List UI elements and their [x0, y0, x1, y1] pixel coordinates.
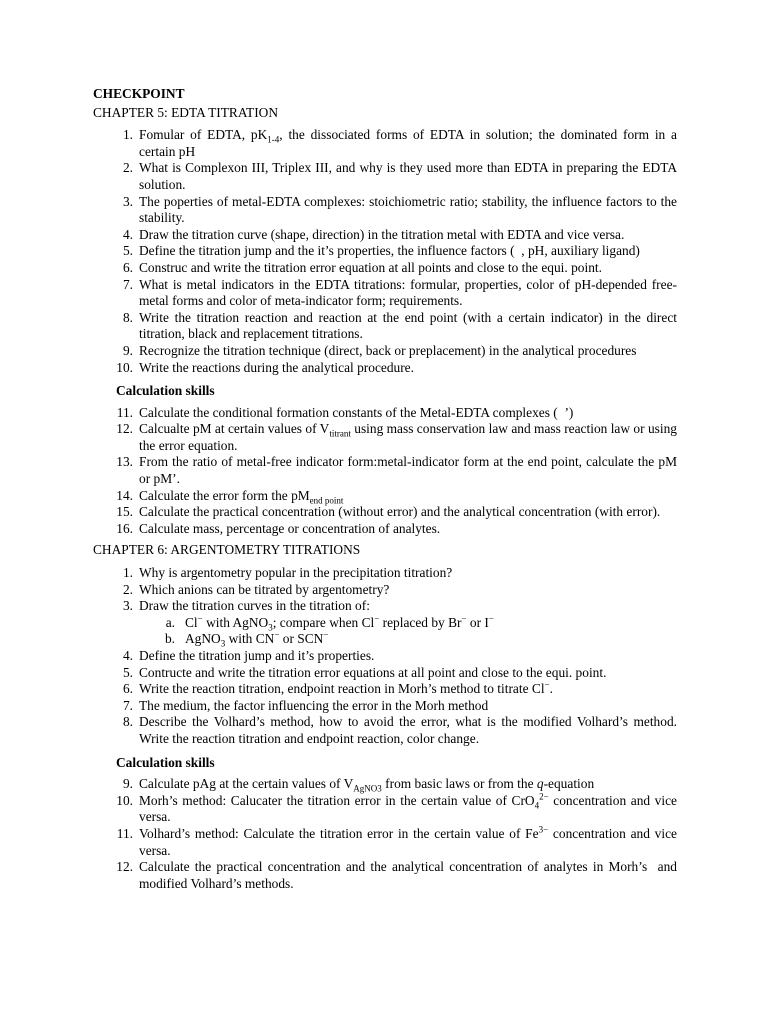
chapter5-list: [93, 127, 677, 376]
list-item: [93, 521, 677, 538]
item-number: 5.: [122, 664, 133, 680]
item-text: Fomular of EDTA, $pK_{1-4}$, the dissociated forms of EDTA in solution; the dominated form in a certain pH: [139, 127, 677, 159]
list-item: [93, 343, 677, 360]
item-text: Calculate the conditional formation constants of the Metal-EDTA complexes ( ’): [139, 404, 574, 420]
list-item: [93, 565, 677, 582]
list-item: [93, 160, 677, 193]
item-text: Define the titration jump and the it’s properties, the influence factors ( , pH, auxiliary ligand): [139, 243, 640, 259]
chapter5-calc-heading: Calculation skills: [116, 383, 215, 399]
item-number: 7.: [122, 276, 133, 292]
item-text: Write the reaction titration, endpoint reaction in Morh’s method to titrate Cl−.: [139, 679, 553, 697]
item-number: 3.: [122, 193, 133, 209]
chapter6-calc-heading: Calculation skills: [116, 754, 215, 770]
list-item: [93, 360, 677, 377]
item-text: Cl− with AgNO$_3$; compare when Cl− replaced by Br− or I−: [185, 613, 494, 633]
item-number: 12.: [116, 859, 133, 875]
item-number: 9.: [122, 342, 133, 358]
list-item: [93, 714, 677, 747]
item-text: Draw the titration curves in the titration of:: [139, 598, 370, 614]
list-item: [93, 504, 677, 521]
list-item: [93, 127, 677, 160]
list-item: [93, 631, 677, 648]
item-number: 10.: [116, 792, 133, 808]
list-item: [93, 227, 677, 244]
list-item: [93, 681, 677, 698]
item-text: Why is argentometry popular in the precipitation titration?: [139, 565, 453, 581]
list-item: [93, 488, 677, 505]
list-item: [93, 243, 677, 260]
item-text: Calculate the practical concentration (without error) and the analytical concentration (with error).: [139, 504, 661, 520]
item-text: Calculate the error form the $pM_{end point}$: [139, 487, 344, 506]
item-text: The poperties of metal-EDTA complexes: stoichiometric ratio; stability, the influence factors to the stability.: [139, 193, 677, 226]
chapter5-calc-list: [93, 405, 677, 538]
list-item: [93, 859, 677, 892]
item-text: The medium, the factor influencing the error in the Morh method: [139, 697, 489, 713]
item-text: Describe the Volhard’s method, how to avoid the error, what is the modified Volhard’s method. Write the reaction titration and endpoint reaction, color change.: [139, 714, 677, 746]
item-text: Calculate pAg at the certain values of $V_{AgNO3}$ from basic laws or from the q-equation: [139, 776, 595, 794]
list-item: [93, 826, 677, 859]
item-text: AgNO$_3$ with CN− or SCN−: [185, 629, 329, 650]
item-number: 4.: [122, 226, 133, 242]
item-number: 9.: [122, 776, 133, 792]
item-number: 16.: [116, 520, 133, 536]
item-number: 3.: [122, 598, 133, 614]
item-number: 6.: [122, 681, 133, 697]
item-number: 7.: [122, 697, 133, 713]
list-item: [93, 194, 677, 227]
item-number: 5.: [122, 243, 133, 259]
item-text: Calculate the practical concentration and the analytical concentration of analytes in Morh’s and modified Volhard’s methods.: [139, 859, 677, 891]
page-title: CHECKPOINT: [93, 86, 185, 101]
item-number: 11.: [116, 825, 133, 841]
item-text: Define the titration jump and it’s properties.: [139, 648, 375, 663]
item-number: 4.: [122, 648, 133, 663]
item-text: Calcualte pM at certain values of $V_{titrant}$ using mass conservation law and mass reaction law or using the error equation.: [139, 421, 677, 453]
item-number: 12.: [116, 421, 133, 437]
document-page: [93, 86, 677, 892]
chapter6-list-a: [93, 565, 677, 615]
chapter5-heading: CHAPTER 5: EDTA TITRATION: [93, 104, 279, 120]
item-number: a.: [165, 614, 175, 630]
item-text: What is Complexon III, Triplex III, and why is they used more than EDTA in preparing the EDTA solution.: [139, 160, 677, 192]
chapter6-calc-list: [93, 776, 677, 892]
list-item: [93, 582, 677, 599]
list-item: [93, 793, 677, 826]
item-number: 6.: [122, 259, 133, 275]
list-item: [93, 277, 677, 310]
list-item: [93, 665, 677, 682]
list-item: [93, 648, 677, 665]
item-number: 1.: [122, 127, 133, 143]
list-item: [93, 421, 677, 454]
item-text: What is metal indicators in the EDTA titrations: formular, properties, color of pH-depended free-metal forms and color of meta-indicator form; requirements.: [139, 276, 677, 309]
item-number: 8.: [122, 309, 133, 325]
item-text: Volhard’s method: Calculate the titration error in the certain value of $Fe^{3-}$ concentration and vice versa.: [139, 824, 677, 858]
list-item: [93, 776, 677, 793]
list-item: [93, 405, 677, 422]
item-text: Which anions can be titrated by argentometry?: [139, 581, 390, 597]
item-text: Write the titration reaction and reaction at the end point (with a certain indicator) in the direct titration, black and replacement titrations.: [139, 309, 677, 342]
item-text: Morh’s method: Calucater the titration error in the certain value of CrO$_4^{2-}$ concentration and vice versa.: [139, 791, 677, 825]
chapter6-heading: CHAPTER 6: ARGENTOMETRY TITRATIONS: [93, 542, 361, 558]
list-item: [93, 615, 677, 632]
item-number: b.: [164, 631, 175, 647]
item-text: Write the reactions during the analytical procedure.: [139, 359, 414, 375]
chapter6-list-b: [93, 648, 677, 748]
item-number: 15.: [116, 504, 133, 520]
item-number: 11.: [116, 404, 133, 420]
item-number: 2.: [122, 581, 133, 597]
item-number: 8.: [122, 714, 133, 730]
list-item: [93, 454, 677, 487]
item-text: Contructe and write the titration error equations at all point and close to the equi. point.: [139, 664, 607, 680]
item-number: 1.: [122, 565, 133, 581]
item-text: Calculate mass, percentage or concentration of analytes.: [139, 520, 441, 536]
list-item: [93, 698, 677, 715]
item-number: 2.: [122, 160, 133, 176]
item-number: 14.: [116, 487, 133, 503]
list-item: [93, 260, 677, 277]
chapter6-sublist: [93, 615, 677, 648]
item-number: 10.: [116, 359, 133, 375]
item-text: From the ratio of metal-free indicator form:metal-indicator form at the end point, calculate the pM or pM’.: [139, 454, 677, 487]
item-text: Draw the titration curve (shape, direction) in the titration metal with EDTA and vice versa.: [139, 226, 625, 242]
list-item: [93, 598, 677, 615]
item-number: 13.: [116, 454, 133, 470]
list-item: [93, 310, 677, 343]
item-text: Construc and write the titration error equation at all points and close to the equi. point.: [139, 259, 602, 275]
item-text: Recrognize the titration technique (direct, back or preplacement) in the analytical procedures: [139, 342, 637, 358]
